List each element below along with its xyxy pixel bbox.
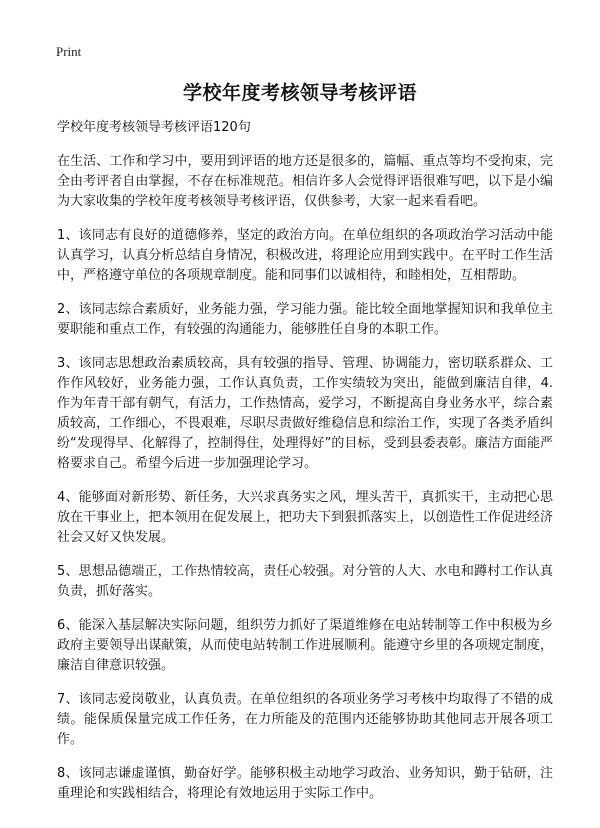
print-link[interactable]: Print: [56, 44, 82, 59]
comment-item-1: 1、该同志有良好的道德修养，坚定的政治方向。在单位组织的各项政治学习活动中能认真学习，认真分析总结自身情况，积极改进，将理论应用到实践中。在平时工作生活中，严格遵守单位的各项规章制度。能和同事们以诚相待，和睦相处，互相帮助。: [57, 228, 553, 283]
intro-paragraph: 在生活、工作和学习中，要用到评语的地方还是很多的，篇幅、重点等均不受拘束，完全由考评者自由掌握，不存在标准规范。相信许多人会觉得评语很难写吧，以下是小编为大家收集的学校年度考核领导考核评语，仅供参考，大家一起来看看吧。: [57, 154, 553, 209]
comment-item-6: 6、能深入基层解决实际问题，组织劳力抓好了渠道维修在电站转制等工作中积极为乡政府主要领导出谋献策，从而使电站转制工作进展顺利。能遵守乡里的各项规定制度，廉洁自律意识较强。: [57, 618, 553, 673]
document-title: 学校年度考核领导考核评语: [182, 82, 417, 104]
comment-item-3: 3、该同志思想政治素质较高，具有较强的指导、管理、协调能力，密切联系群众、工作作风较好，业务能力强，工作认真负责，工作实绩较为突出，能做到廉洁自律，4. 作为年青干部有朝气，有活力，工作热情高，爱学习，不断提高自身业务水平，综合素质较高，工作细心，不畏艰难，尽职尽责做好维稳信息和综治工作，实现了各类矛盾纠纷“发现得早、化解得了，控制得住，处理得好”的目标，受到县委表彰。廉洁方面能严格要求自己。希望今后进一步加强理论学习。: [57, 356, 553, 471]
comment-item-2: 2、该同志综合素质好，业务能力强，学习能力强。能比较全面地掌握知识和我单位主要职能和重点工作，有较强的沟通能力，能够胜任自身的本职工作。: [57, 302, 553, 337]
comment-item-8: 8、该同志谦虚谨慎，勤奋好学。能够积极主动地学习政治、业务知识，勤于钻研，注重理论和实践相结合，将理论有效地运用于实际工作中。: [57, 766, 553, 801]
comment-item-5: 5、思想品德端正，工作热情较高，责任心较强。对分管的人大、水电和蹲村工作认真负责，抓好落实。: [57, 564, 553, 599]
document-body: [57, 118, 553, 818]
comment-item-7: 7、该同志爱岗敬业，认真负责。在单位组织的各项业务学习考核中均取得了不错的成绩。能保质保量完成工作任务，在力所能及的范围内还能够协助其他同志开展各项工作。: [57, 692, 553, 747]
comment-item-4: 4、能够面对新形势、新任务，大兴求真务实之风，埋头苦干，真抓实干，主动把心思放在干事业上，把本领用在促发展上，把功夫下到狠抓落实上，以创造性工作促进经济社会又好又快发展。: [57, 490, 553, 545]
document-subtitle: 学校年度考核领导考核评语120句: [57, 120, 251, 135]
